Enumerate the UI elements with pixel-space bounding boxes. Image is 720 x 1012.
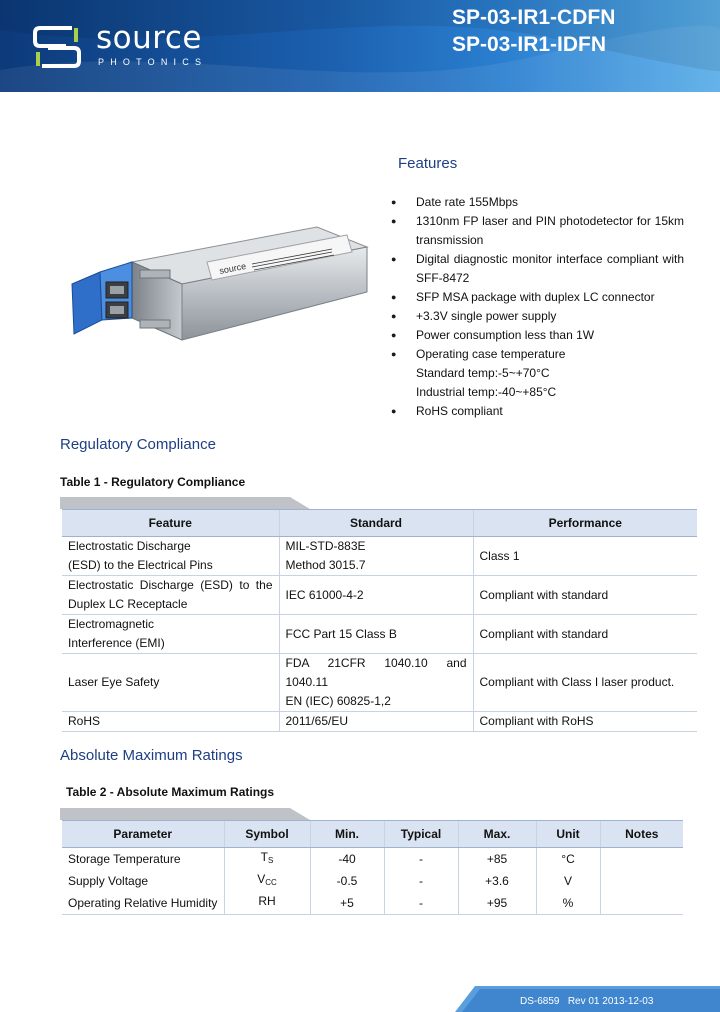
cell-typical: -: [384, 848, 458, 871]
features-list: [388, 193, 684, 421]
col-header: Typical: [384, 821, 458, 848]
cell-standard: IEC 61000-4-2: [279, 576, 473, 615]
cell-performance: Compliant with standard: [473, 615, 697, 654]
abs-max-section-title: Absolute Maximum Ratings: [60, 747, 243, 764]
feature-item: ● Digital diagnostic monitor interface compliant with SFF-8472: [391, 252, 684, 285]
feature-item: ● +3.3V single power supply: [388, 307, 684, 326]
col-header: Min.: [310, 821, 384, 848]
footer-doc-id: DS-6859: [520, 996, 560, 1007]
page-header: [0, 0, 720, 92]
bullet-icon: ●: [391, 197, 397, 207]
temp-industrial: Industrial temp:-40~+85°C: [416, 385, 557, 399]
logo-subtext: PHOTONICS: [98, 57, 208, 67]
feature-item: ● Operating case temperature Standard temp:-5~+70°C Industrial temp:-40~+85°C: [388, 345, 684, 402]
cell-max: +95: [458, 892, 536, 915]
feature-item: ● Power consumption less than 1W: [388, 326, 684, 345]
cell-standard: 2011/65/EU: [279, 712, 473, 732]
table-2-caption: Table 2 - Absolute Maximum Ratings: [66, 785, 275, 799]
table-row: [62, 615, 697, 654]
col-header: Feature: [62, 510, 279, 537]
cell-max: +85: [458, 848, 536, 871]
cell-feature: Laser Eye Safety: [62, 654, 279, 712]
cell-standard: FDA 21CFR 1040.10 and 1040.11 EN (IEC) 60825-1,2: [279, 654, 473, 712]
cell-typical: -: [384, 870, 458, 892]
cell-min: +5: [310, 892, 384, 915]
table-row: [62, 892, 683, 915]
bullet-icon: ●: [391, 216, 397, 226]
bullet-icon: ●: [391, 406, 397, 416]
table-1-caption: Table 1 - Regulatory Compliance: [60, 475, 246, 489]
logo-text: source: [96, 20, 202, 56]
bullet-icon: ●: [391, 311, 397, 321]
feature-item: ● Date rate 155Mbps: [388, 193, 684, 212]
cell-min: -0.5: [310, 870, 384, 892]
table-1-tab-decoration: [60, 497, 310, 509]
cell-notes: [600, 892, 683, 915]
cell-standard: MIL-STD-883E Method 3015.7: [279, 537, 473, 576]
cell-max: +3.6: [458, 870, 536, 892]
cell-symbol: RH: [224, 892, 310, 915]
col-header: Max.: [458, 821, 536, 848]
table-row: [62, 576, 697, 615]
cell-performance: Compliant with RoHS: [473, 712, 697, 732]
table-row: [62, 712, 697, 732]
sfp-module-image: [62, 222, 382, 352]
col-header: Notes: [600, 821, 683, 848]
cell-parameter: Supply Voltage: [68, 873, 149, 888]
module-label-brand: source: [218, 260, 247, 276]
cell-feature: Electromagnetic Interference (EMI): [62, 615, 279, 654]
source-photonics-logo-icon: [32, 24, 82, 70]
cell-typical: -: [384, 892, 458, 915]
table-header-row: [62, 510, 697, 537]
table-row: [62, 654, 697, 712]
cell-performance: Class 1: [473, 537, 697, 576]
model-number-1: SP-03-IR1-CDFN: [452, 6, 616, 29]
cell-feature: Electrostatic Discharge (ESD) to the Duplex LC Receptacle: [62, 576, 279, 615]
col-header: Symbol: [224, 821, 310, 848]
cell-feature: RoHS: [62, 712, 279, 732]
table-row: [62, 848, 683, 871]
model-number-2: SP-03-IR1-IDFN: [452, 33, 607, 56]
cell-performance: Compliant with standard: [473, 576, 697, 615]
cell-symbol: $T_S$: [224, 848, 310, 871]
cell-symbol: $V_{CC}$: [224, 870, 310, 892]
table-row: [62, 870, 683, 892]
feature-item: ● SFP MSA package with duplex LC connector: [388, 288, 684, 307]
table-header-row: [62, 821, 683, 848]
abs-max-table: [62, 820, 683, 915]
feature-item: ● 1310nm FP laser and PIN photodetector for 15km transmission: [391, 214, 684, 247]
bullet-icon: ●: [391, 292, 397, 302]
col-header: Parameter: [62, 821, 224, 848]
bullet-icon: ●: [391, 349, 397, 359]
cell-unit: °C: [536, 848, 600, 871]
cell-feature: Electrostatic Discharge (ESD) to the Electrical Pins: [62, 537, 279, 576]
cell-performance: Compliant with Class I laser product.: [473, 654, 697, 712]
cell-parameter: Operating Relative Humidity: [62, 892, 224, 915]
cell-min: -40: [310, 848, 384, 871]
table-2-tab-decoration: [60, 808, 310, 820]
cell-parameter: Storage Temperature: [68, 851, 181, 866]
regulatory-section-title: Regulatory Compliance: [60, 436, 216, 453]
cell-notes: [600, 848, 683, 871]
bullet-icon: ●: [391, 330, 397, 340]
col-header: Unit: [536, 821, 600, 848]
col-header: Performance: [473, 510, 697, 537]
cell-notes: [600, 870, 683, 892]
feature-item: ● RoHS compliant: [388, 402, 684, 421]
cell-standard: FCC Part 15 Class B: [279, 615, 473, 654]
footer-doc-info: [520, 996, 653, 1007]
features-title: Features: [398, 155, 458, 172]
footer-revision: Rev 01 2013-12-03: [567, 996, 654, 1007]
cell-unit: %: [536, 892, 600, 915]
bullet-icon: ●: [391, 254, 397, 264]
col-header: Standard: [279, 510, 473, 537]
table-row: [62, 537, 697, 576]
temp-standard: Standard temp:-5~+70°C: [416, 366, 550, 380]
regulatory-table: [62, 509, 697, 732]
cell-unit: V: [536, 870, 600, 892]
